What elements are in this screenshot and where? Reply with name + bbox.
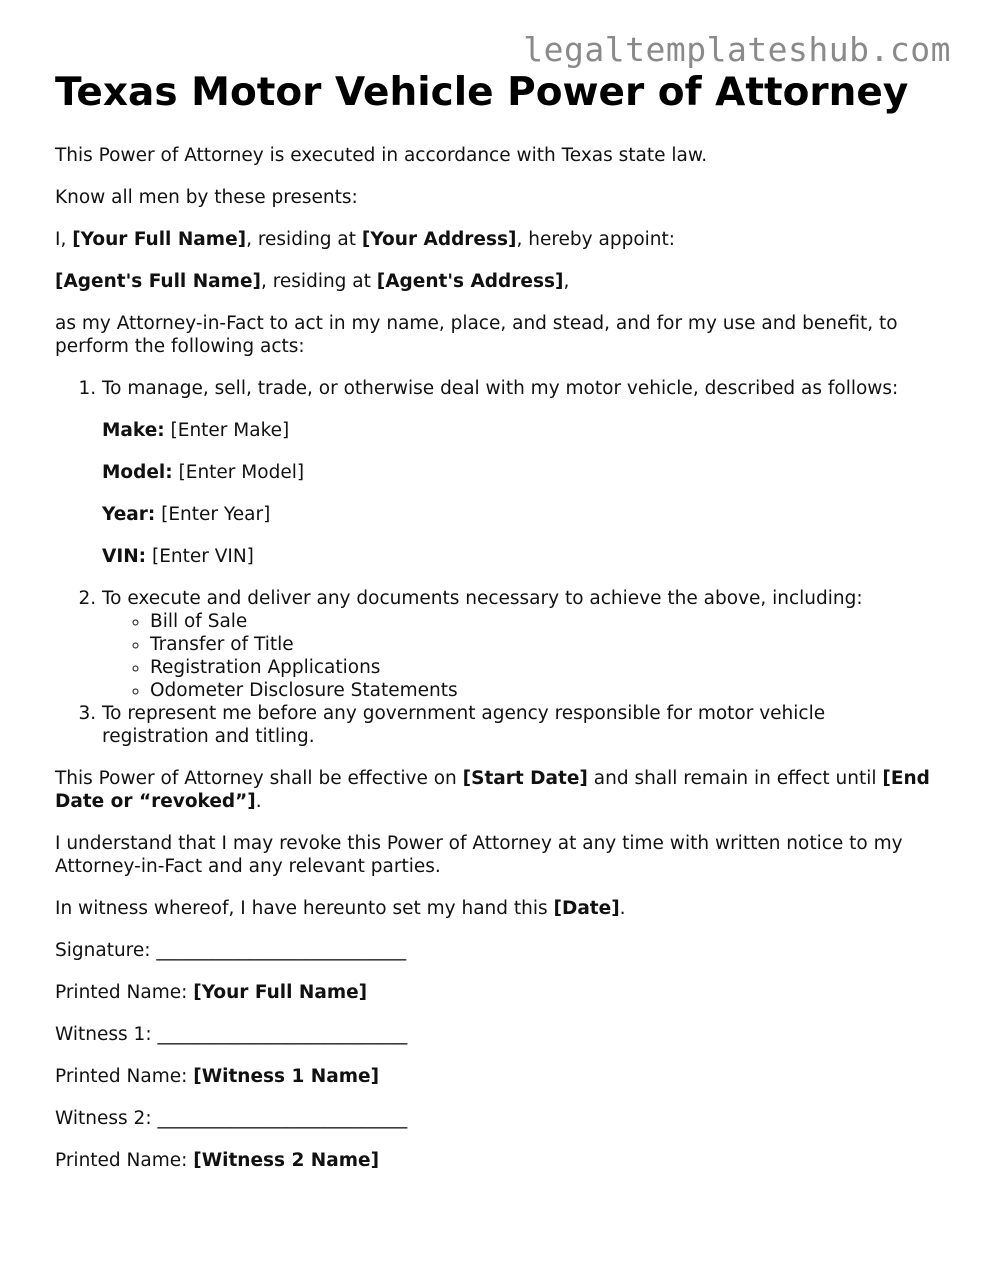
document-item: ◦ Bill of Sale bbox=[150, 610, 935, 633]
vehicle-vin bbox=[102, 545, 935, 568]
document-item: ◦ Registration Applications bbox=[150, 656, 935, 679]
agent-suffix: , bbox=[563, 271, 570, 292]
effective-prefix: This Power of Attorney shall be effective on bbox=[55, 768, 463, 789]
witness-1-line bbox=[55, 1023, 935, 1046]
intro-paragraph: This Power of Attorney is executed in accordance with Texas state law. bbox=[55, 145, 708, 166]
principal-prefix: I, bbox=[55, 229, 73, 250]
witness-2-name-placeholder: [Witness 2 Name] bbox=[193, 1150, 380, 1171]
principal-name-placeholder: [Your Full Name] bbox=[72, 229, 247, 250]
purpose-paragraph: as my Attorney-in-Fact to act in my name, place, and stead, and for my use and benefit, to perform the following acts: bbox=[55, 313, 898, 357]
witness-clause bbox=[55, 897, 935, 920]
witness-2-blank: ___________________________ bbox=[157, 1108, 408, 1129]
agent-mid: , residing at bbox=[260, 271, 377, 292]
witness-2-label: Witness 2: bbox=[55, 1108, 158, 1129]
effective-paragraph bbox=[55, 767, 935, 813]
witness-2-line bbox=[55, 1107, 935, 1130]
document-item: ◦ Odometer Disclosure Statements bbox=[150, 679, 935, 702]
vin-label: VIN: bbox=[102, 546, 147, 567]
principal-suffix: , hereby appoint: bbox=[516, 229, 675, 250]
signature-blank: ___________________________ bbox=[156, 940, 407, 961]
documents-list bbox=[102, 610, 935, 702]
principal-printed-name bbox=[55, 981, 935, 1004]
model-value: [Enter Model] bbox=[172, 462, 305, 483]
vehicle-make bbox=[102, 419, 935, 442]
agent-address-placeholder: [Agent's Address] bbox=[376, 271, 564, 292]
witness-clause-suffix: . bbox=[619, 898, 626, 919]
make-label: Make: bbox=[102, 420, 165, 441]
witness-1-label: Witness 1: bbox=[55, 1024, 158, 1045]
watermark: legaltemplateshub.com bbox=[523, 30, 951, 69]
act-3-text: 3. To represent me before any government agency responsible for motor vehicle registration and titling. bbox=[102, 703, 826, 747]
principal-address-placeholder: [Your Address] bbox=[361, 229, 517, 250]
know-all-paragraph: Know all men by these presents: bbox=[55, 187, 358, 208]
act-1-text: 1. To manage, sell, trade, or otherwise deal with my motor vehicle, described as follows: bbox=[102, 378, 899, 399]
agent-name-placeholder: [Agent's Full Name] bbox=[55, 271, 261, 292]
acts-list bbox=[55, 377, 935, 748]
agent-paragraph bbox=[55, 270, 935, 293]
effective-suffix: . bbox=[255, 791, 262, 812]
act-2-text: 2. To execute and deliver any documents necessary to achieve the above, including: bbox=[102, 588, 863, 609]
principal-printed-placeholder: [Your Full Name] bbox=[193, 982, 368, 1003]
witness-1-name-placeholder: [Witness 1 Name] bbox=[193, 1066, 380, 1087]
vehicle-model bbox=[102, 461, 935, 484]
end-date-placeholder: [End Date or “revoked”] bbox=[55, 768, 930, 812]
principal-paragraph bbox=[55, 228, 935, 251]
vehicle-details bbox=[102, 419, 935, 568]
act-item-2 bbox=[102, 587, 935, 702]
year-value: [Enter Year] bbox=[155, 504, 271, 525]
effective-mid: and shall remain in effect until bbox=[587, 768, 883, 789]
printed-name-label: Printed Name: bbox=[55, 1150, 194, 1171]
model-label: Model: bbox=[102, 462, 173, 483]
act-item-3 bbox=[102, 702, 935, 748]
start-date-placeholder: [Start Date] bbox=[462, 768, 588, 789]
year-label: Year: bbox=[102, 504, 156, 525]
principal-mid: , residing at bbox=[246, 229, 362, 250]
act-item-1 bbox=[102, 377, 935, 568]
witness-1-blank: ___________________________ bbox=[157, 1024, 408, 1045]
witness-2-printed-name bbox=[55, 1149, 935, 1172]
make-value: [Enter Make] bbox=[164, 420, 290, 441]
printed-name-label: Printed Name: bbox=[55, 982, 194, 1003]
witness-1-printed-name bbox=[55, 1065, 935, 1088]
document-item: ◦ Transfer of Title bbox=[150, 633, 935, 656]
printed-name-label: Printed Name: bbox=[55, 1066, 194, 1087]
signature-line bbox=[55, 939, 935, 962]
document-page bbox=[55, 70, 935, 1191]
revoke-paragraph: I understand that I may revoke this Power of Attorney at any time with written notice to my Attorney-in-Fact and any relevant parties. bbox=[55, 833, 903, 877]
document-title: Texas Motor Vehicle Power of Attorney bbox=[55, 70, 909, 115]
vin-value: [Enter VIN] bbox=[146, 546, 254, 567]
witness-clause-prefix: In witness whereof, I have hereunto set my hand this bbox=[55, 898, 554, 919]
vehicle-year bbox=[102, 503, 935, 526]
signature-label: Signature: bbox=[55, 940, 157, 961]
date-placeholder: [Date] bbox=[553, 898, 620, 919]
